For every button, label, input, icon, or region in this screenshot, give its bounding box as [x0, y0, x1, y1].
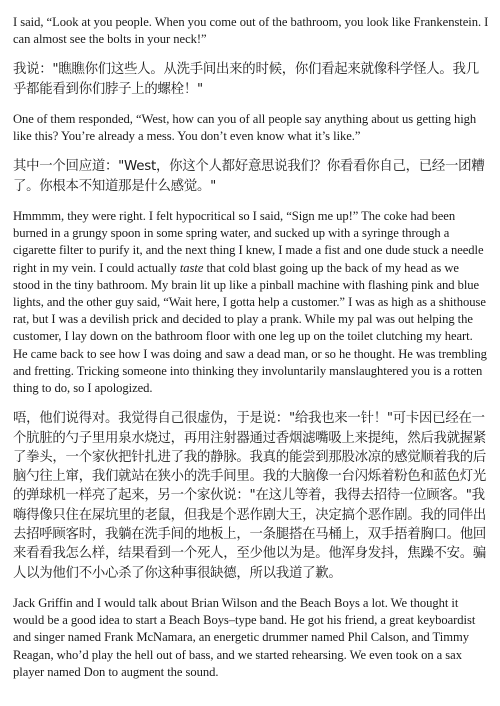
paragraph-zh-1: 我说："瞧瞧你们这些人。从洗手间出来的时候，你们看起来就像科学怪人。我几乎都能看到你们脖子上的螺栓！"	[13, 62, 479, 97]
paragraph-en-2: One of them responded, “West, how can you of all people say anything about us getting high like this? You’re already a mess. You don’t even know what it’s like.”	[13, 112, 477, 144]
paragraph-en-3-part-1: Hmmmm, they were right. I felt hypocritical so I said, “Sign me up!” The coke had been burned in a grungy spoon in some spring water, and sucked up with a syringe through a cigarette filter to purify it, and the next thing I knew, I made a fist and one dude stuck a needle right in my vein. I could actually	[13, 209, 484, 275]
document-page	[13, 14, 489, 681]
paragraph-en-4: Jack Griffin and I would talk about Brian Wilson and the Beach Boys a lot. We thought it would be a good idea to start a Beach Boys–type band. He got his friend, a great keyboardist and singer named Frank McNamara, an energetic drummer named Phil Calson, and Timmy Reagan, who’d play the hell out of bass, and we started rehearsing. We even took on a sax player named Don to augment the sound.	[13, 595, 476, 679]
emphasis-taste: taste	[179, 260, 204, 275]
paragraph-en-1: I said, “Look at you people. When you come out of the bathroom, you look like Frankenstein. I can almost see the bolts in your neck!”	[13, 15, 489, 47]
paragraph-en-3	[13, 208, 489, 397]
paragraph-zh-2: 其中一个回应道："West，你这个人都好意思说我们？你看看你自己，已经一团糟了。你根本不知道那是什么感觉。"	[13, 159, 485, 194]
paragraph-en-3-part-2: that cold blast going up the back of my head as we stood in the tiny bathroom. My brain lit up like a pinball machine with flashing pink and blue lights, and the other guy said, “Wait here, I gotta help a customer.” I was as high as a shithouse rat, but I was a devilish prick and decided to play a prank. While my pal was out helping the customer, I lay down on the bathroom floor with one leg up on the toilet clutching my heart. He came back to see how I was doing and saw a dead man, or so he thought. He was trembling and fretting. Tricking someone into thinking they involuntarily manslaughtered you is a rotten thing to do, so I apologized.	[13, 260, 487, 396]
paragraph-zh-3: 唔，他们说得对。我觉得自己很虚伪，于是说："给我也来一针！"可卡因已经在一个肮脏的勺子里用泉水烧过，再用注射器通过香烟滤嘴吸上来提纯，然后我就握紧了拳头，一个家伙把针扎进了我的静脉。我真的能尝到那股冰凉的感觉顺着我的后脑勺往上窜，我们就站在狭小的洗手间里。我的大脑像一台闪烁着粉色和蓝色灯光的弹球机一样亮了起来，另一个家伙说："在这儿等着，我得去招待一位顾客。"我嗨得像只住在屎坑里的老鼠，但我是个恶作剧大王，决定搞个恶作剧。我的同伴出去招呼顾客时，我躺在洗手间的地板上，一条腿搭在马桶上，双手捂着胸口。他回来看看我怎么样，结果看到一个死人，至少他以为是。他浑身发抖，焦躁不安。骗人以为他们不小心杀了你这种事很缺德，所以我道了歉。	[13, 411, 487, 581]
